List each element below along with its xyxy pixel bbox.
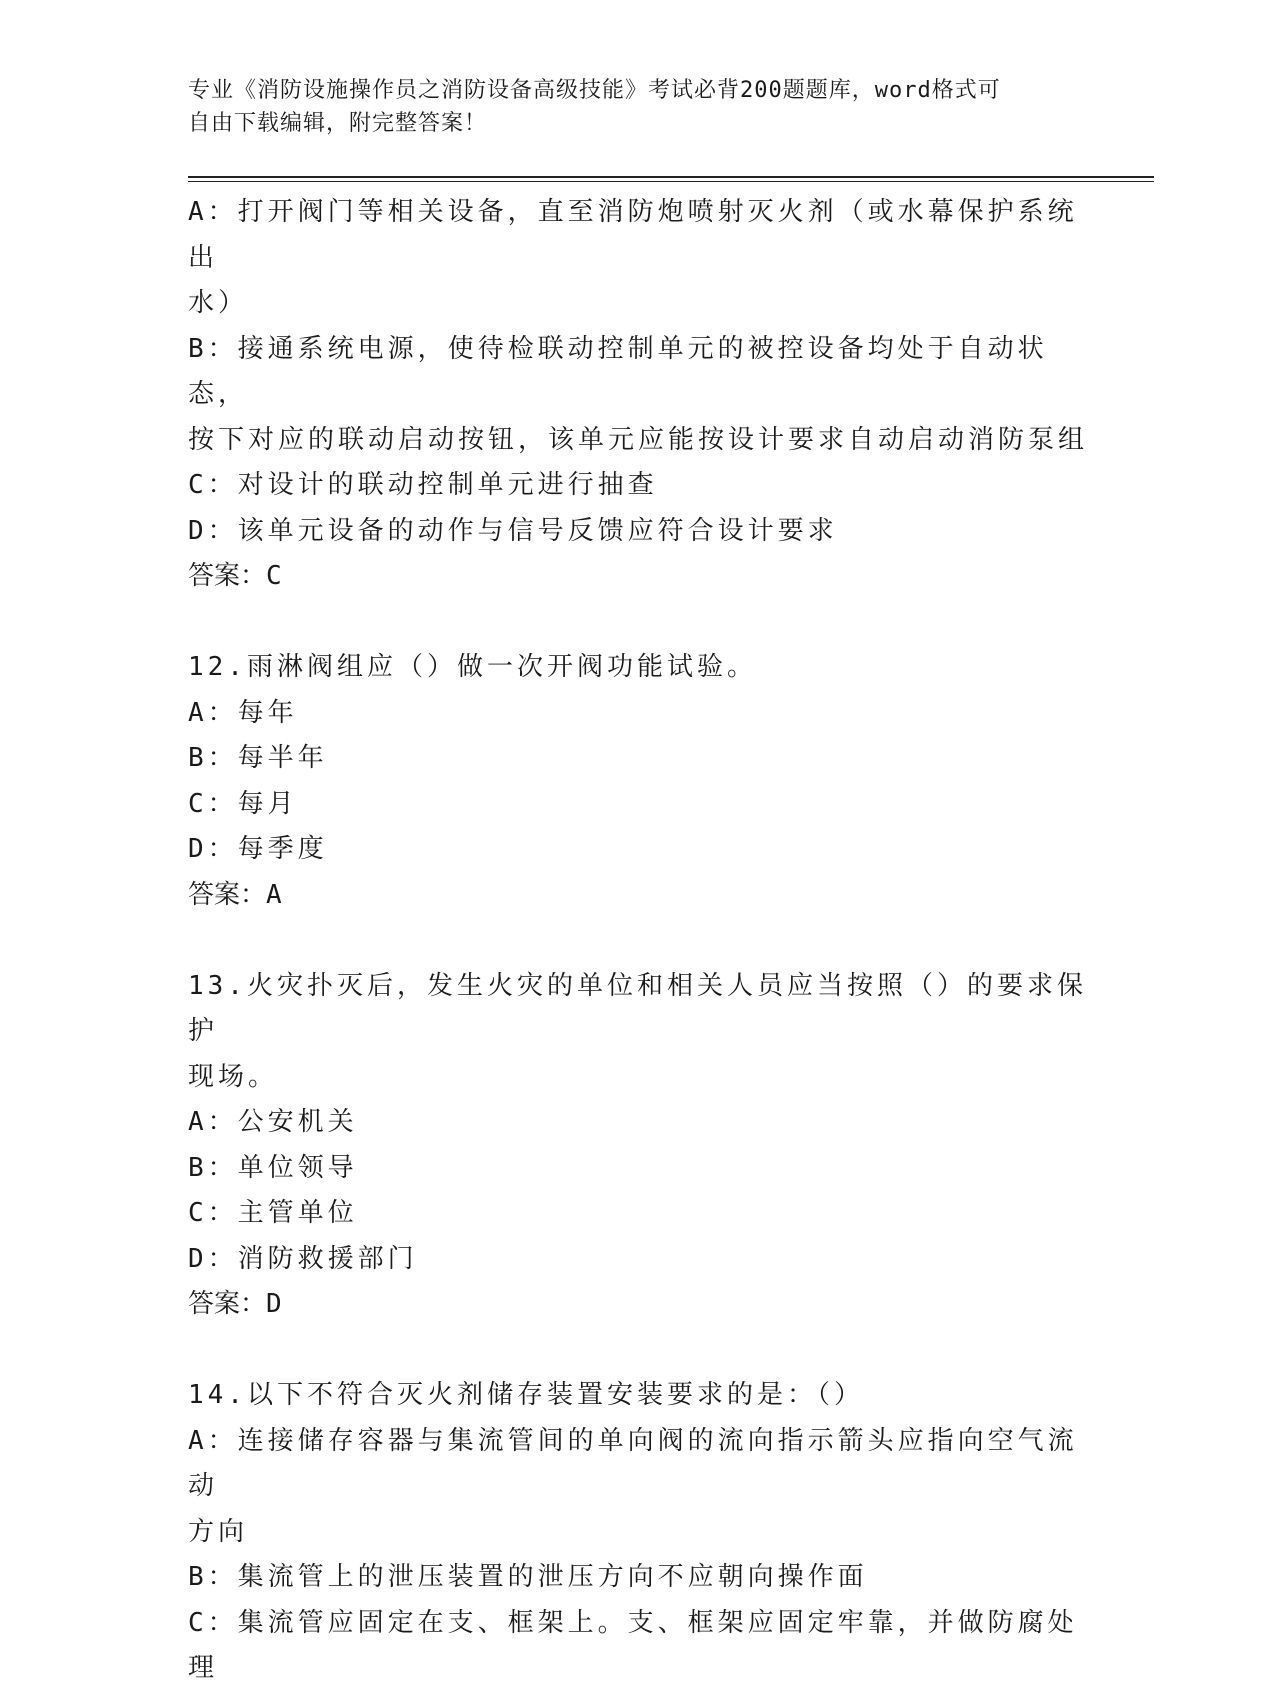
question-text-line: 水） [188,288,249,318]
block-spacer [188,600,1088,646]
question-stem: 14.以下不符合灭火剂储存装置安装要求的是：（） [188,1380,864,1410]
option-d: D：消防救援部门 [188,1243,418,1274]
option-c: C：主管单位 [188,1198,358,1228]
header-line-1: 专业《消防设施操作员之消防设备高级技能》考试必背200题题库，word格式可 [188,78,1001,103]
question-stem: 12.雨淋阀组应（）做一次开阀功能试验。 [188,652,757,682]
question-stem-continued: 现场。 [188,1061,279,1092]
option-a-continued: 方向 [188,1516,249,1547]
question-text-line: B：接通系统电源，使待检联动控制单元的被控设备均处于自动状态， [188,333,1048,409]
block-spacer [188,918,1088,964]
block-spacer [188,1328,1088,1374]
option-a: A：连接储存容器与集流管间的单向阀的流向指示箭头应指向空气流动 [188,1425,1078,1501]
option-c: C：每月 [188,788,298,819]
question-block-12 [188,645,1088,918]
question-text-line: 按下对应的联动启动按钮，该单元应能按设计要求自动启动消防泵组 [188,424,1089,455]
header-line-2: 自由下载编辑，附完整答案！ [188,111,488,136]
question-text-line: C：对设计的联动控制单元进行抽查 [188,470,658,500]
option-b: B：集流管上的泄压装置的泄压方向不应朝向操作面 [188,1562,868,1592]
question-stem: 13.火灾扑灭后，发生火灾的单位和相关人员应当按照（）的要求保护 [188,970,1087,1046]
question-block-prev [188,190,1088,600]
question-text-line: A：打开阀门等相关设备，直至消防炮喷射灭火剂（或水幕保护系统出 [188,197,1078,273]
option-a: A：每年 [188,697,298,728]
option-b: B：每半年 [188,743,328,773]
option-a: A：公安机关 [188,1107,358,1137]
question-block-13 [188,964,1088,1328]
question-text-line: D：该单元设备的动作与信号反馈应符合设计要求 [188,515,838,546]
question-block-14 [188,1373,1088,1692]
option-d: D：每季度 [188,834,328,864]
header-divider-thin [188,181,1154,182]
answer-line: 答案：A [188,879,282,910]
option-c: C：集流管应固定在支、框架上。支、框架应固定牢靠，并做防腐处理 [188,1607,1078,1683]
option-b: B：单位领导 [188,1152,358,1183]
answer-line: 答案：D [188,1289,282,1319]
question-content [188,190,1088,1692]
header-divider-thick [188,176,1154,178]
document-header [188,74,1068,140]
answer-line: 答案：C [188,561,282,591]
